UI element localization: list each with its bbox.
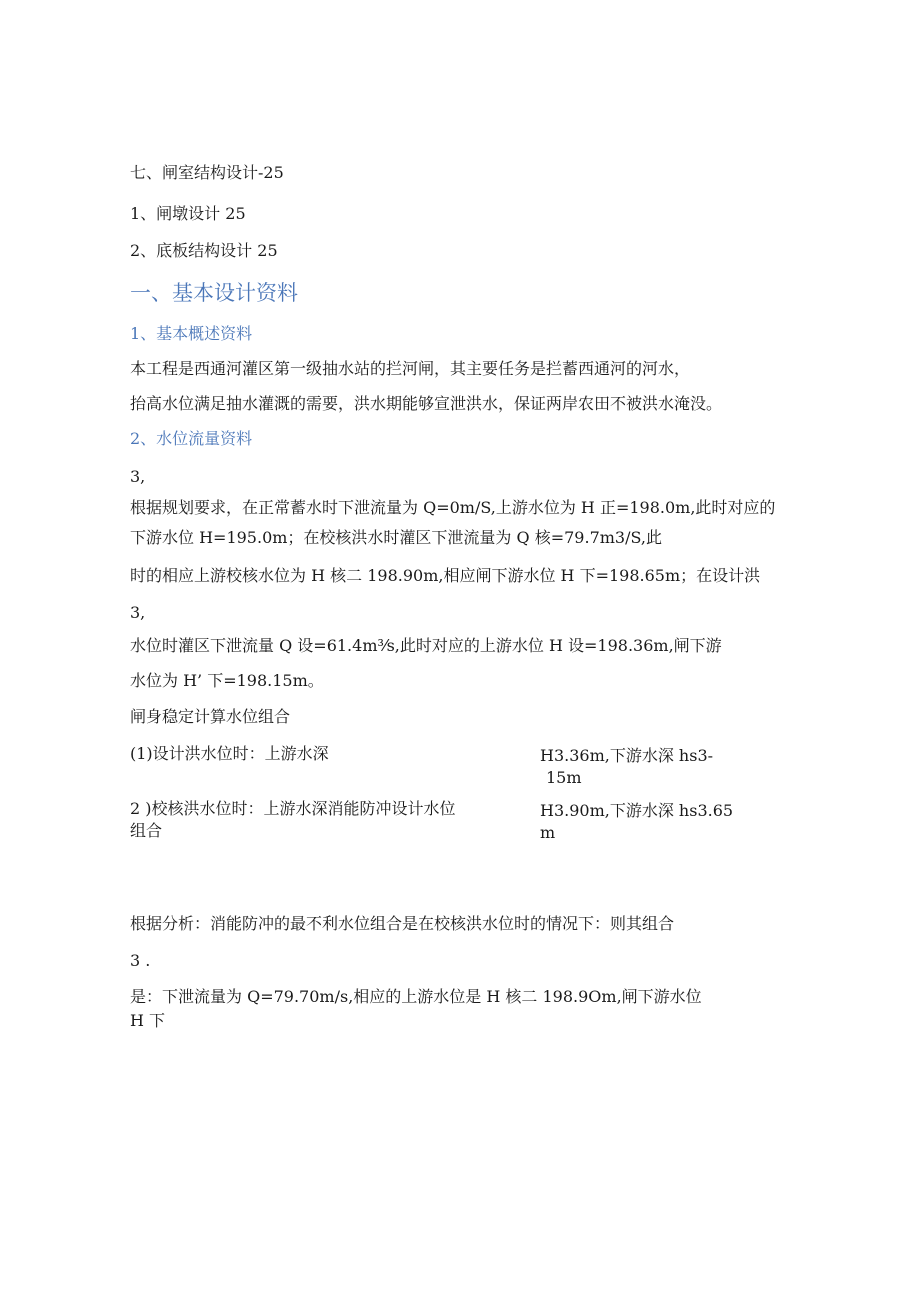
heading-basic-design-data: 一、基本设计资料 bbox=[130, 281, 298, 305]
paragraph-line: 3, bbox=[130, 467, 146, 486]
table-row-check-left: 2 )校核洪水位时：上游水深消能防冲设计水位 组合 bbox=[130, 799, 456, 840]
heading-water-level-flow: 2、水位流量资料 bbox=[130, 429, 253, 448]
heading-basic-overview: 1、基本概述资料 bbox=[130, 324, 253, 343]
toc-item-pier-design[interactable]: 1、闸墩设计 25 bbox=[130, 204, 246, 223]
table-row-design-right: H3.36m,下游水深 hs3- 15m bbox=[540, 746, 714, 787]
paragraph-line: 3 . bbox=[130, 951, 151, 970]
paragraph-line: 时的相应上游校核水位为 H 核二 198.90m,相应闸下游水位 H 下=198.65m；在设计洪 bbox=[130, 566, 761, 585]
paragraph-line: 水位时灌区下泄流量 Q 设=61.4m³⁄s,此时对应的上游水位 H 设=198.36m,闸下游 bbox=[130, 636, 722, 655]
paragraph-line: 抬高水位满足抽水灌溉的需要，洪水期能够宣泄洪水，保证两岸农田不被洪水淹没。 bbox=[130, 394, 723, 413]
table-row-design-left: (1)设计洪水位时：上游水深 bbox=[130, 744, 329, 763]
table-row-check-right: H3.90m,下游水深 hs3.65 m bbox=[540, 801, 734, 842]
toc-item-chapter-7[interactable]: 七、闸室结构设计-25 bbox=[130, 163, 284, 182]
paragraph-line: H 下 bbox=[130, 1011, 166, 1030]
paragraph-line: 闸身稳定计算水位组合 bbox=[130, 707, 291, 726]
paragraph-line: 根据分析：消能防冲的最不利水位组合是在校核洪水位时的情况下：则其组合 bbox=[130, 914, 675, 933]
paragraph-line: 3, bbox=[130, 603, 146, 622]
paragraph-line: 水位为 H’ 下=198.15m。 bbox=[130, 671, 324, 690]
paragraph-line: 本工程是西通河灌区第一级抽水站的拦河闸，其主要任务是拦蓄西通河的河水， bbox=[130, 359, 691, 378]
paragraph-line: 下游水位 H=195.0m；在校核洪水时灌区下泄流量为 Q 核=79.7m3/S,此 bbox=[130, 528, 662, 547]
paragraph-line: 是：下泄流量为 Q=79.70m/s,相应的上游水位是 H 核二 198.9Om,闸下游水位 bbox=[130, 987, 702, 1006]
toc-item-base-slab-design[interactable]: 2、底板结构设计 25 bbox=[130, 241, 278, 260]
paragraph-line: 根据规划要求，在正常蓄水时下泄流量为 Q=0m/S,上游水位为 H 正=198.0m,此时对应的 bbox=[130, 498, 776, 517]
